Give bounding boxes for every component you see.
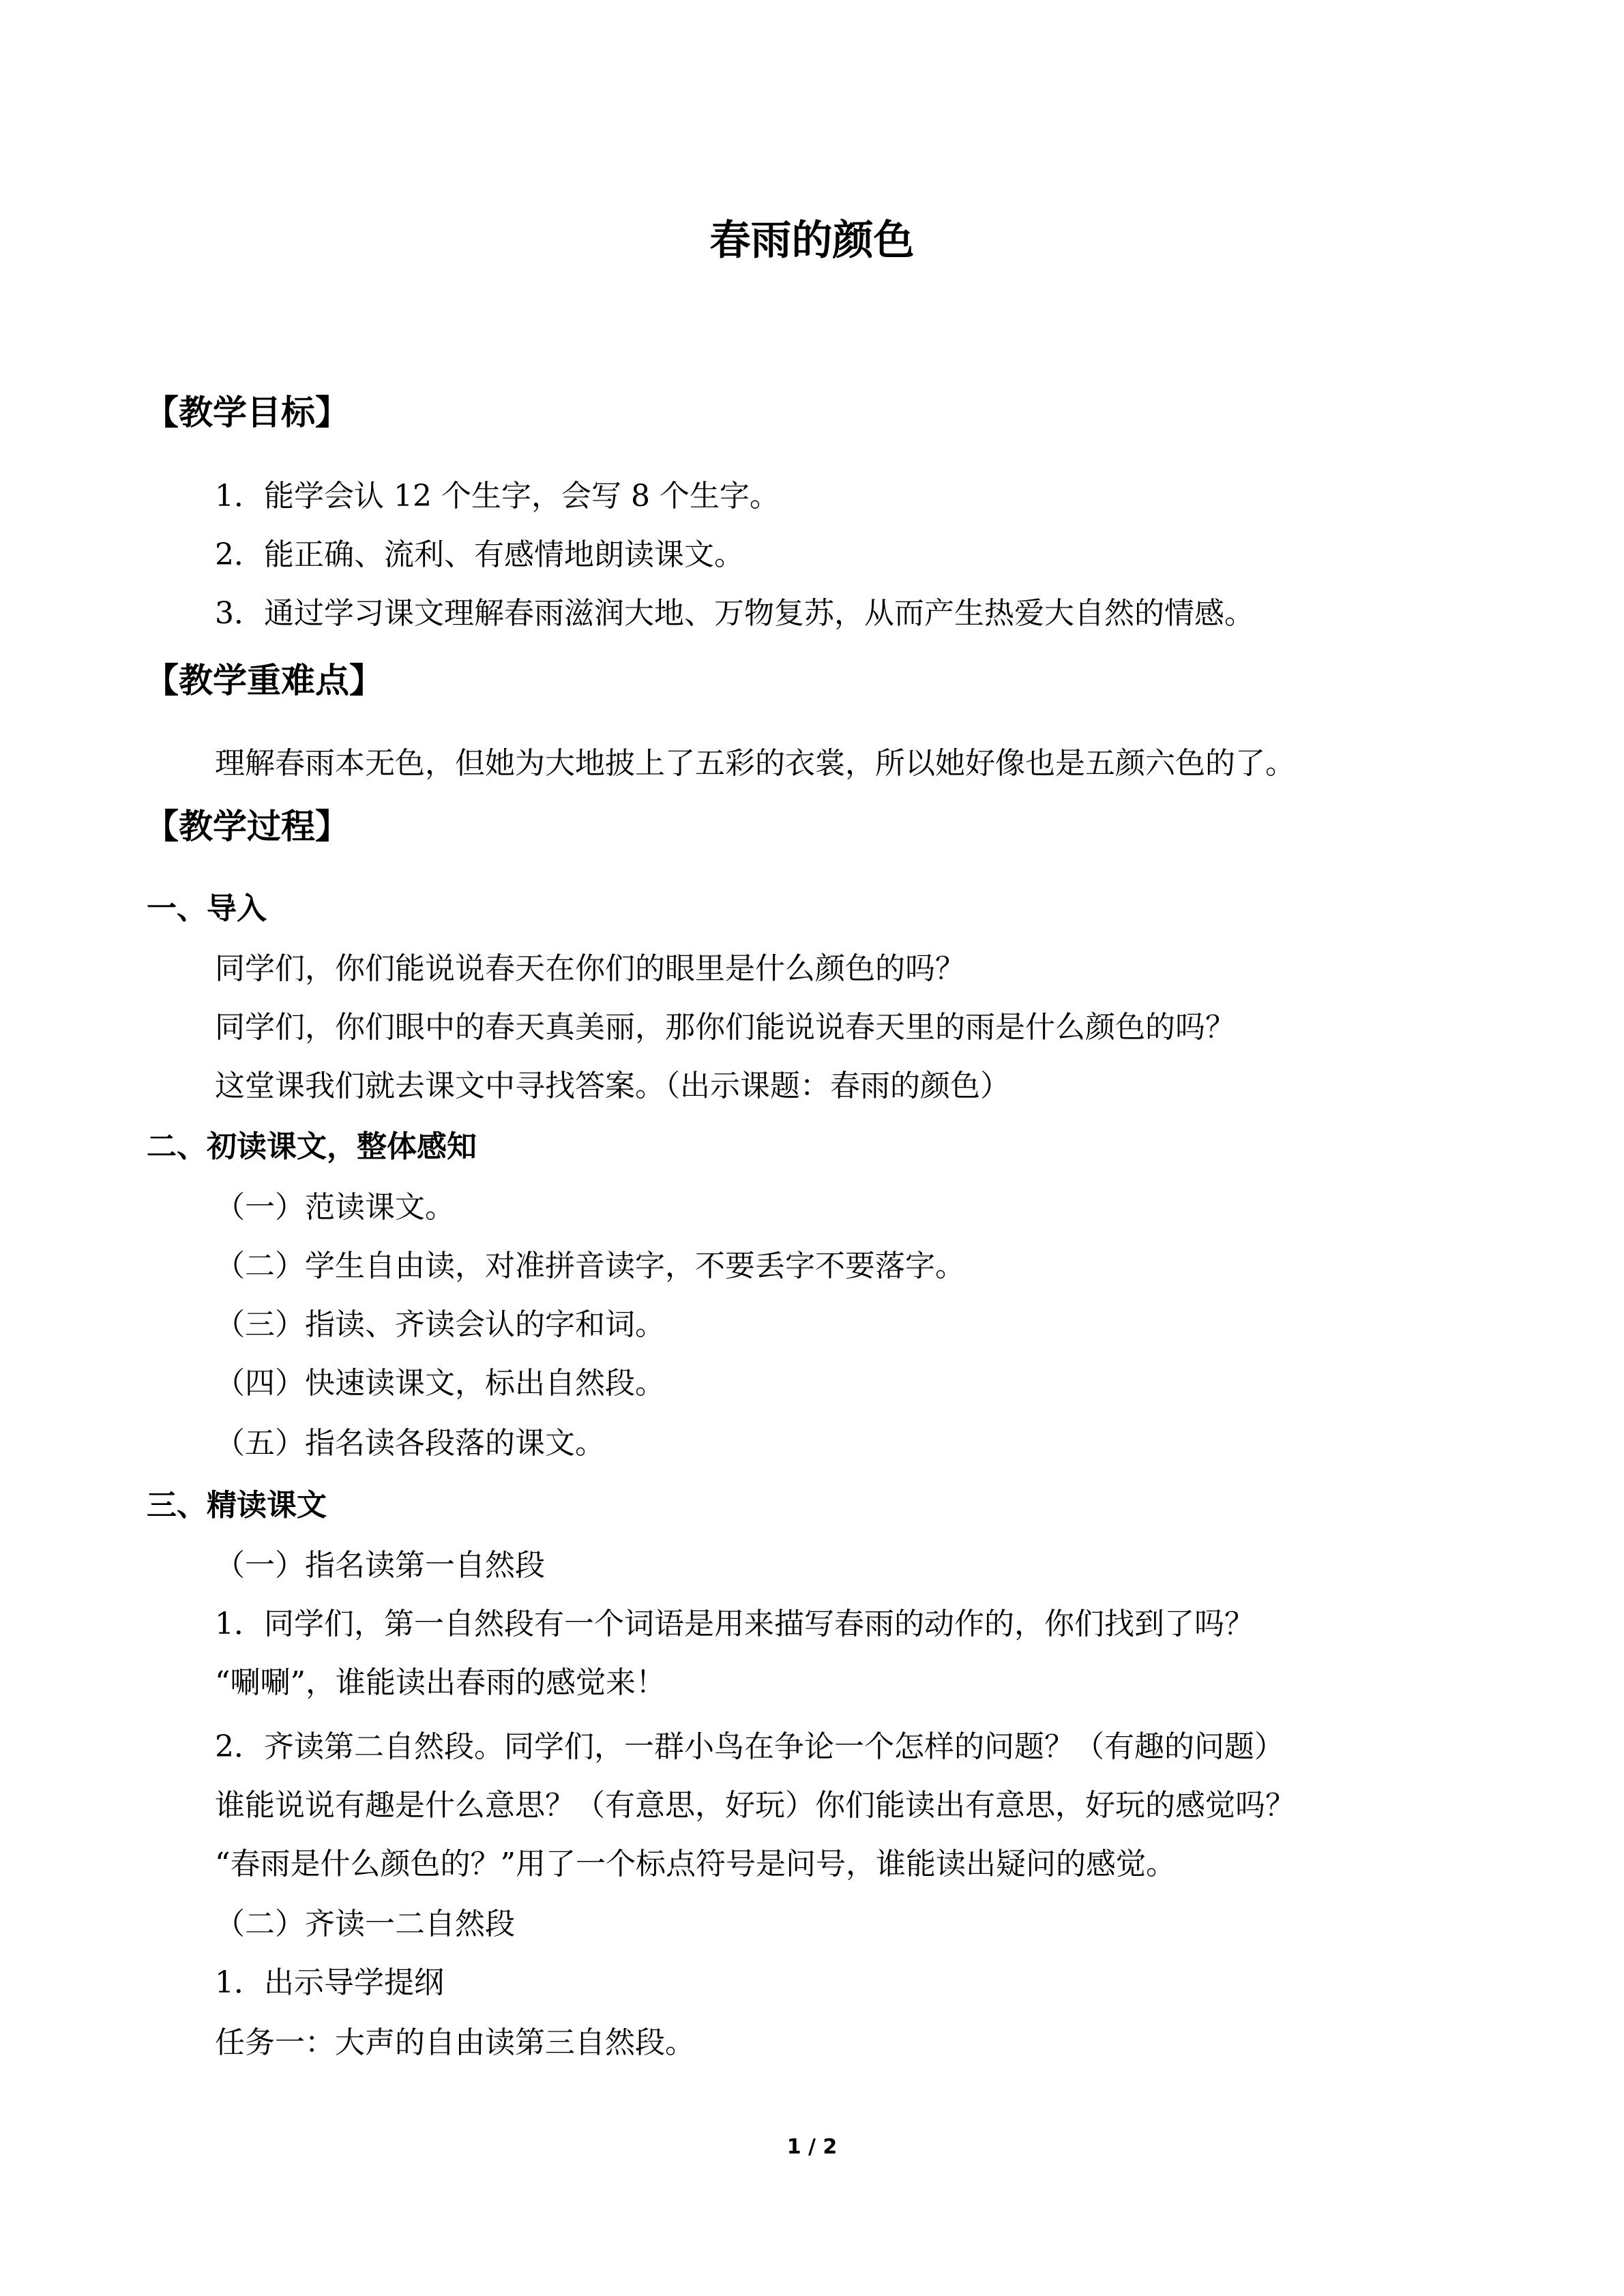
paragraph: 1．出示导学提纲 — [215, 1965, 444, 2000]
part1-heading: 一、导入 — [147, 891, 267, 926]
key-points-heading: 【教学重难点】 — [145, 661, 383, 700]
paragraph: （一）指名读第一自然段 — [215, 1548, 545, 1583]
paragraph: 这堂课我们就去课文中寻找答案。（出示课题：春雨的颜色） — [215, 1069, 1010, 1103]
key-points-text: 理解春雨本无色，但她为大地披上了五彩的衣裳，所以她好像也是五颜六色的了。 — [215, 746, 1295, 781]
paragraph: （一）范读课文。 — [215, 1190, 455, 1225]
part2-heading: 二、初读课文，整体感知 — [147, 1129, 477, 1164]
paragraph: “春雨是什么颜色的？”用了一个标点符号是问号，谁能读出疑问的感觉。 — [215, 1847, 1176, 1881]
paragraph: （三）指读、齐读会认的字和词。 — [215, 1307, 665, 1342]
paragraph: 任务一：大声的自由读第三自然段。 — [215, 2025, 695, 2060]
page-indicator: 1 / 2 — [786, 2135, 838, 2159]
paragraph: （二）学生自由读，对准拼音读字，不要丢字不要落字。 — [215, 1249, 965, 1283]
goal-item: 2．能正确、流利、有感情地朗读课文。 — [215, 537, 744, 572]
paragraph: 同学们，你们眼中的春天真美丽，那你们能说说春天里的雨是什么颜色的吗？ — [215, 1010, 1235, 1045]
goals-heading: 【教学目标】 — [145, 393, 349, 432]
part3-heading: 三、精读课文 — [147, 1488, 327, 1523]
process-heading: 【教学过程】 — [145, 807, 349, 846]
goal-item: 3．通过学习课文理解春雨滋润大地、万物复苏，从而产生热爱大自然的情感。 — [215, 596, 1254, 631]
paragraph: 同学们，你们能说说春天在你们的眼里是什么颜色的吗？ — [215, 951, 965, 986]
paragraph: （二）齐读一二自然段 — [215, 1907, 515, 1941]
paragraph: 谁能说说有趣是什么意思？（有意思，好玩）你们能读出有意思，好玩的感觉吗？ — [215, 1788, 1295, 1823]
document-title: 春雨的颜色 — [709, 217, 915, 265]
paragraph: （五）指名读各段落的课文。 — [215, 1426, 605, 1461]
paragraph: “唰唰”，谁能读出春雨的感觉来！ — [215, 1665, 666, 1700]
paragraph: （四）快速读课文，标出自然段。 — [215, 1366, 665, 1401]
paragraph: 2．齐读第二自然段。同学们，一群小鸟在争论一个怎样的问题？（有趣的问题） — [215, 1729, 1284, 1764]
paragraph: 1．同学们，第一自然段有一个词语是用来描写春雨的动作的，你们找到了吗？ — [215, 1607, 1254, 1641]
goal-item: 1．能学会认 12 个生字，会写 8 个生字。 — [215, 479, 780, 513]
